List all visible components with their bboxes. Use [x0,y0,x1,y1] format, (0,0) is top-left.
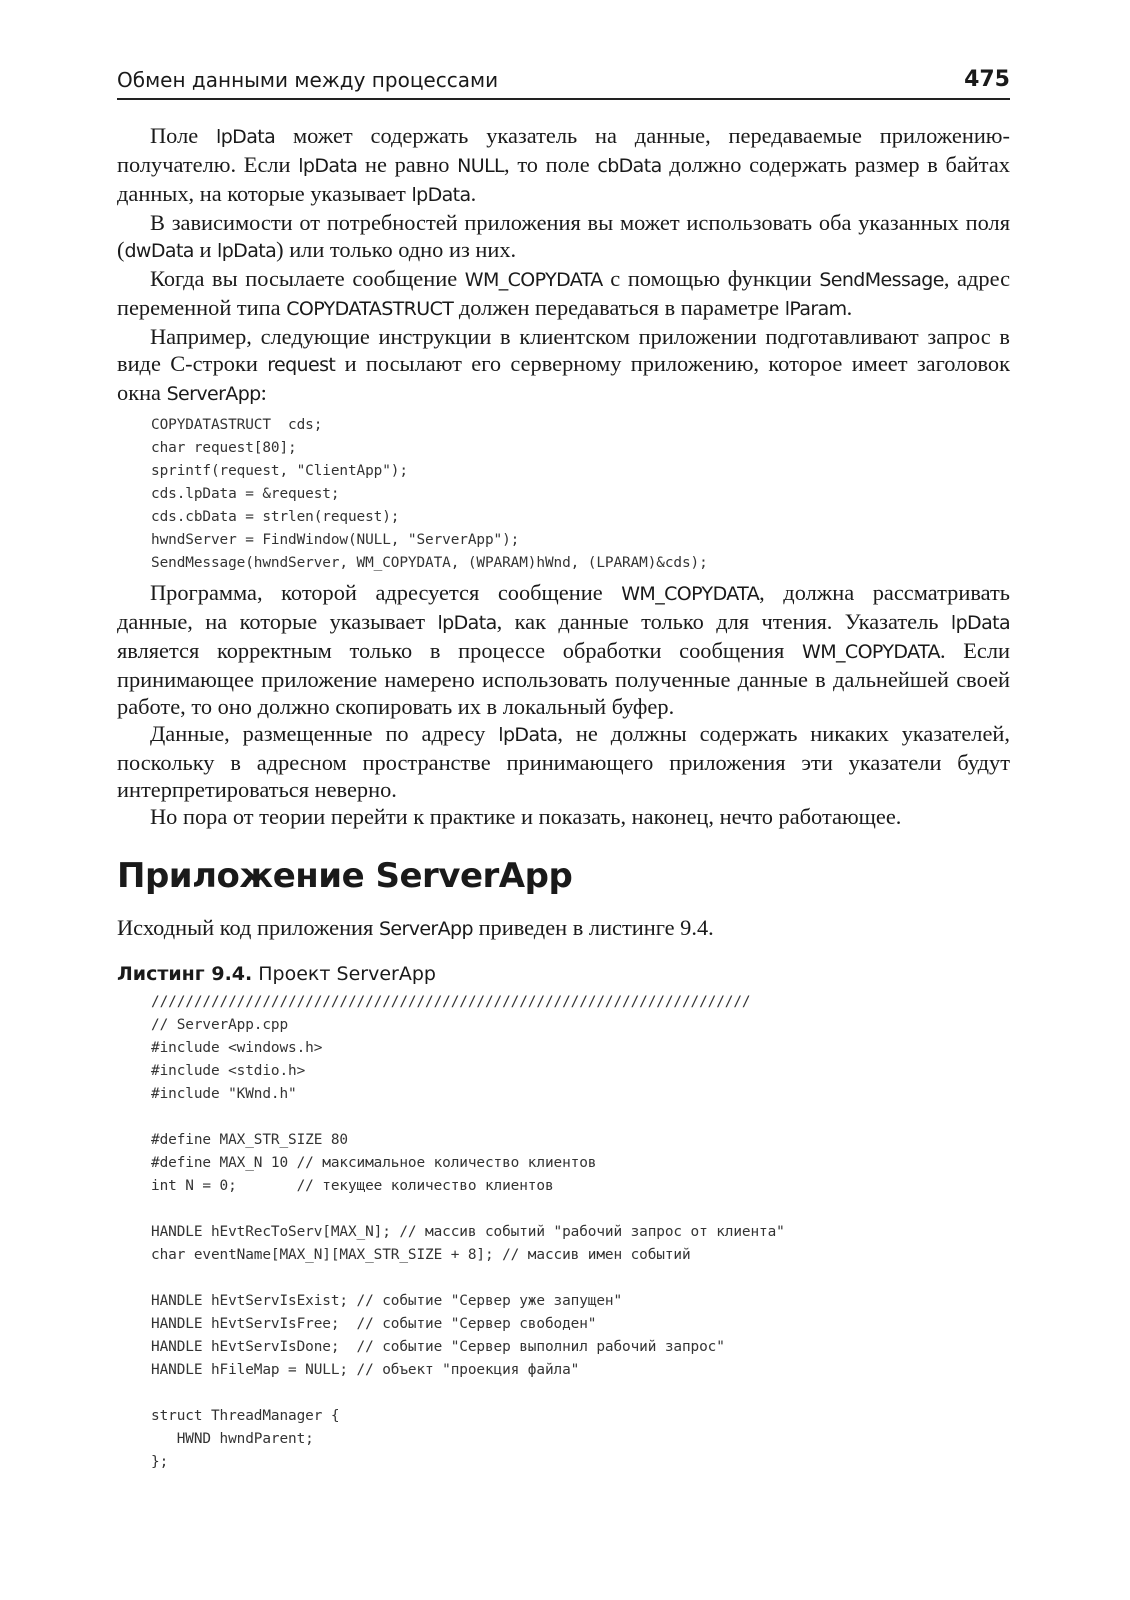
paragraph: Когда вы посылаете сообщение WM_COPYDATA с помощью функции SendMessage, адрес переменной типа COPYDATASTRUCT должен передаваться в параметре lParam. [117,266,1011,320]
paragraphs-after-code [117,579,1010,830]
code-identifier: NULL [457,155,505,177]
code-identifier: lpData [498,724,558,746]
chapter-title: Обмен данными между процессами [117,68,499,92]
code-identifier: lpData [216,126,276,148]
code-identifier: lpData [437,612,497,634]
paragraphs-before-code [117,122,1010,408]
paragraph: Например, следующие инструкции в клиентском приложении подготавливают запрос в виде С-строки request и посылают его серверному приложению, которое имеет заголовок окна ServerApp: [117,324,1011,405]
document-page [117,58,1010,1478]
paragraph: Поле lpData может содержать указатель на данные, передаваемые приложению-получателю. Если lpData не равно NULL, то поле cbData должно содержать размер в байтах данных, на которые указывает lpData. [117,123,1010,206]
code-identifier: ServerApp [378,918,473,940]
running-header [117,58,1010,100]
paragraph: Данные, размещенные по адресу lpData, не должны содержать никаких указателей, поскольку в адресном пространстве принимающего приложения эти указатели будут интерпретироваться неверно. [117,721,1010,802]
listing-caption [117,963,1010,985]
code-identifier: lpData [298,155,358,177]
code-identifier: dwData [124,240,194,262]
paragraph: В зависимости от потребностей приложения вы может использовать оба указанных поля (dwData и lpData) или только одно из них. [117,210,1010,262]
code-identifier: lParam [784,298,847,320]
code-identifier: lpData [217,240,277,262]
code-identifier: request [267,354,336,376]
section-intro: Исходный код приложения ServerApp приведен в листинге 9.4. [117,915,714,940]
code-snippet: COPYDATASTRUCT cds; char request[80]; sprintf(request, "ClientApp"); cds.lpData = &request; cds.cbData = strlen(request); hwndServer = FindWindow(NULL, "ServerApp"); SendMessage(hwndServer, WM_COPYDATA, (WPARAM)hWnd, (LPARAM)&cds); [151,417,708,571]
listing-label: Листинг 9.4. [117,963,253,985]
code-identifier: COPYDATASTRUCT [286,298,454,320]
code-identifier: WM_COPYDATA [802,641,940,663]
code-identifier: lpData [411,184,471,206]
code-identifier: WM_COPYDATA [621,583,760,605]
section-heading: Приложение ServerApp [117,856,573,896]
paragraph: Программа, которой адресуется сообщение WM_COPYDATA, должна рассматривать данные, на которые указывает lpData, как данные только для чтения. Указатель lpData является корректным только в процессе обработки сообщения WM_COPYDATA. Если принимающее приложение намерено использовать полученные данные в дальнейшей своей работе, то оно должно скопировать их в локальный буфер. [117,580,1011,719]
code-identifier: SendMessage [819,269,944,291]
listing-title: Проект ServerApp [252,963,436,985]
code-identifier: WM_COPYDATA [464,269,603,291]
body-text [117,122,1010,830]
page-number: 475 [964,67,1010,92]
paragraph: Но пора от теории перейти к практике и показать, наконец, нечто работающее. [150,804,902,829]
code-identifier: lpData [950,612,1011,634]
code-identifier: cbData [597,155,662,177]
code-identifier: ServerApp [166,383,261,405]
listing-code: ////////////////////////////////////////////////////////////////////// // ServerApp.cpp #include <windows.h> #include <stdio.h> #include "KWnd.h" #define MAX_STR_SIZE 80 #define MAX_N 10 // максимальное количество клиентов int N = 0; // текущее количество клиентов HANDLE hEvtRecToServ[MAX_N]; // массив событий "рабочий запрос от клиента" char eventName[MAX_N][MAX_STR_SIZE + 8]; // массив имен событий HANDLE hEvtServIsExist; // событие "Сервер уже запущен" HANDLE hEvtServIsFree; // событие "Сервер свободен" HANDLE hEvtServIsDone; // событие "Сервер выполнил рабочий запрос" HANDLE hFileMap = NULL; // объект "проекция файла" struct ThreadManager { HWND hwndParent; }; [151,994,785,1470]
